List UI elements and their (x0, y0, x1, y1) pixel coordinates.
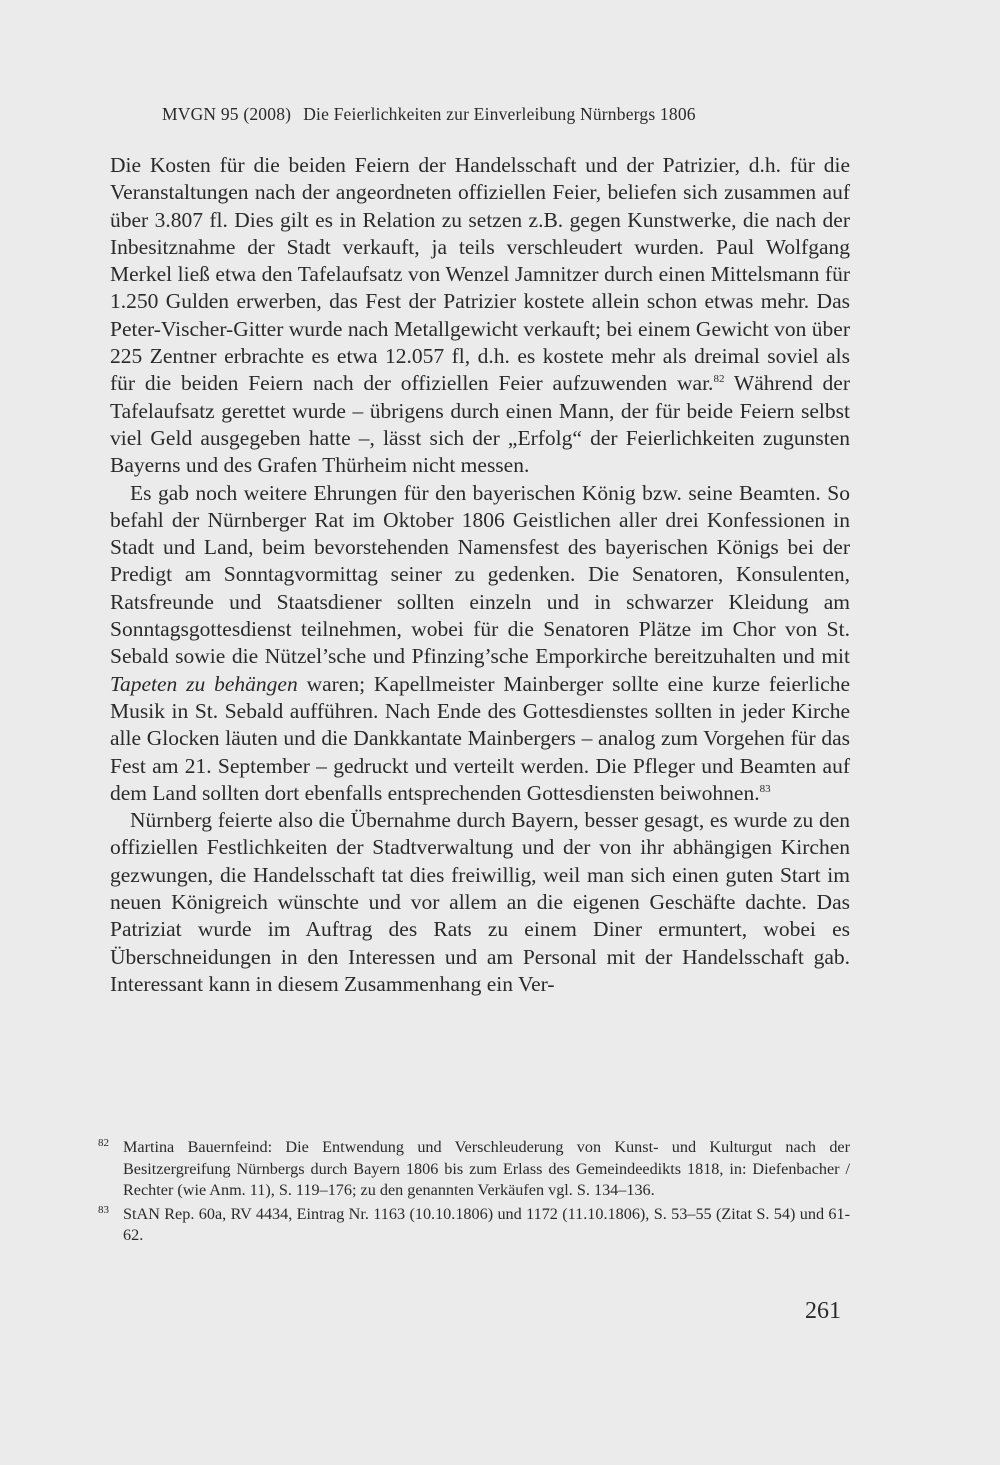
footnote-ref-82[interactable]: 82 (713, 373, 725, 386)
paragraph-3: Nürnberg feierte also die Übernahme durch Bayern, besser gesagt, es wurde zu den offiziellen Festlichkeiten der Stadtverwaltung und der von ihr abhängigen Kirchen gezwungen, die Handelsschaft tat dies freiwillig, weil man sich einen guten Start im neuen Königreich wünschte und vor allem an die eigenen Geschäfte dachte. Das Patriziat wurde im Auftrag des Rats zu einem Diner ermuntert, wobei es Überschneidungen in den Interessen und am Personal mit der Handelsschaft gab. Interessant kann in diesem Zusammenhang ein Ver- (110, 808, 850, 996)
footnote-82 (98, 1137, 850, 1202)
page-number: 261 (805, 1298, 841, 1324)
paragraph-1: Die Kosten für die beiden Feiern der Handelsschaft und der Patrizier, d.h. für die Veranstaltungen nach der angeordneten offiziellen Feier, beliefen sich zusammen auf über 3.807 fl. Dies gilt es in Relation zu setzen z.B. gegen Kunstwerke, die nach der Inbesitznahme der Stadt verkauft, ja teils verschleudert wurden. Paul Wolfgang Merkel ließ etwa den Tafelaufsatz von Wenzel Jamnitzer durch einen Mittelsmann für 1.250 Gulden erwerben, das Fest der Patrizier kostete allein schon etwas mehr. Das Peter-Vischer-Gitter wurde nach Metallgewicht verkauft; bei einem Gewicht von über 225 Zentner erbrachte es etwa 12.057 fl, d.h. es kostete mehr als dreimal soviel als für die beiden Feiern nach der offiziellen Feier aufzuwenden war.$^{82}$ Während der Tafelaufsatz gerettet wurde – übrigens durch einen Mann, der für beide Feiern selbst viel Geld ausgegeben hatte –, lässt sich der „Erfolg“ der Feierlichkeiten zugunsten Bayerns und des Grafen Thürheim nicht messen. (110, 153, 850, 478)
chapter-title: Die Feierlichkeiten zur Einverleibung Nürnbergs 1806 (303, 104, 696, 124)
body-text (110, 152, 850, 998)
footnote-ref-83[interactable]: 83 (759, 782, 771, 795)
footnote-number: 83 (98, 1203, 109, 1216)
journal-reference: MVGN 95 (2008) (162, 104, 292, 124)
footnotes (98, 1137, 850, 1249)
paragraph-2: Es gab noch weitere Ehrungen für den bayerischen König bzw. seine Beamten. So befahl der Nürnberger Rat im Oktober 1806 Geistlichen aller drei Konfessionen in Stadt und Land, beim bevorstehenden Namensfest des bayerischen Königs bei der Predigt am Sonntagvormittag seiner zu gedenken. Die Senatoren, Konsulenten, Ratsfreunde und Staatsdiener sollten einzeln und in schwarzer Kleidung am Sonntagsgottesdienst teilnehmen, wobei für die Senatoren Plätze im Chor von St. Sebald sowie die Nützel’sche und Pfinzing’sche Emporkirche bereitzuhalten und mit Tapeten zu behängen waren; Kapellmeister Mainberger sollte eine kurze feierliche Musik in St. Sebald aufführen. Nach Ende des Gottesdienstes sollten in jeder Kirche alle Glocken läuten und die Dankkantate Mainbergers – analog zum Vorgehen für das Fest am 21. September – gedruckt und verteilt werden. Die Pfleger und Beamten auf dem Land sollten dort ebenfalls entsprechenden Gottesdiensten beiwohnen.$^{83}$ (110, 480, 851, 805)
footnote-83 (98, 1203, 850, 1247)
running-head (162, 104, 696, 125)
footnote-number: 82 (98, 1137, 109, 1149)
footnote-text: StAN Rep. 60a, RV 4434, Eintrag Nr. 1163 (10.10.1806) und 1172 (11.10.1806), S. 53–55 (Zitat S. 54) und 61-62. (123, 1204, 850, 1244)
footnote-text: Martina Bauernfeind: Die Entwendung und Verschleuderung von Kunst- und Kulturgut nach der Besitzergreifung Nürnbergs durch Bayern 1806 bis zum Erlass des Gemeindeedikts 1818, in: Diefenbacher / Rechter (wie Anm. 11), S. 119–176; zu den genannten Verkäufen vgl. S. 134–136. (123, 1138, 850, 1199)
quoted-phrase: Tapeten zu behängen (110, 671, 298, 696)
